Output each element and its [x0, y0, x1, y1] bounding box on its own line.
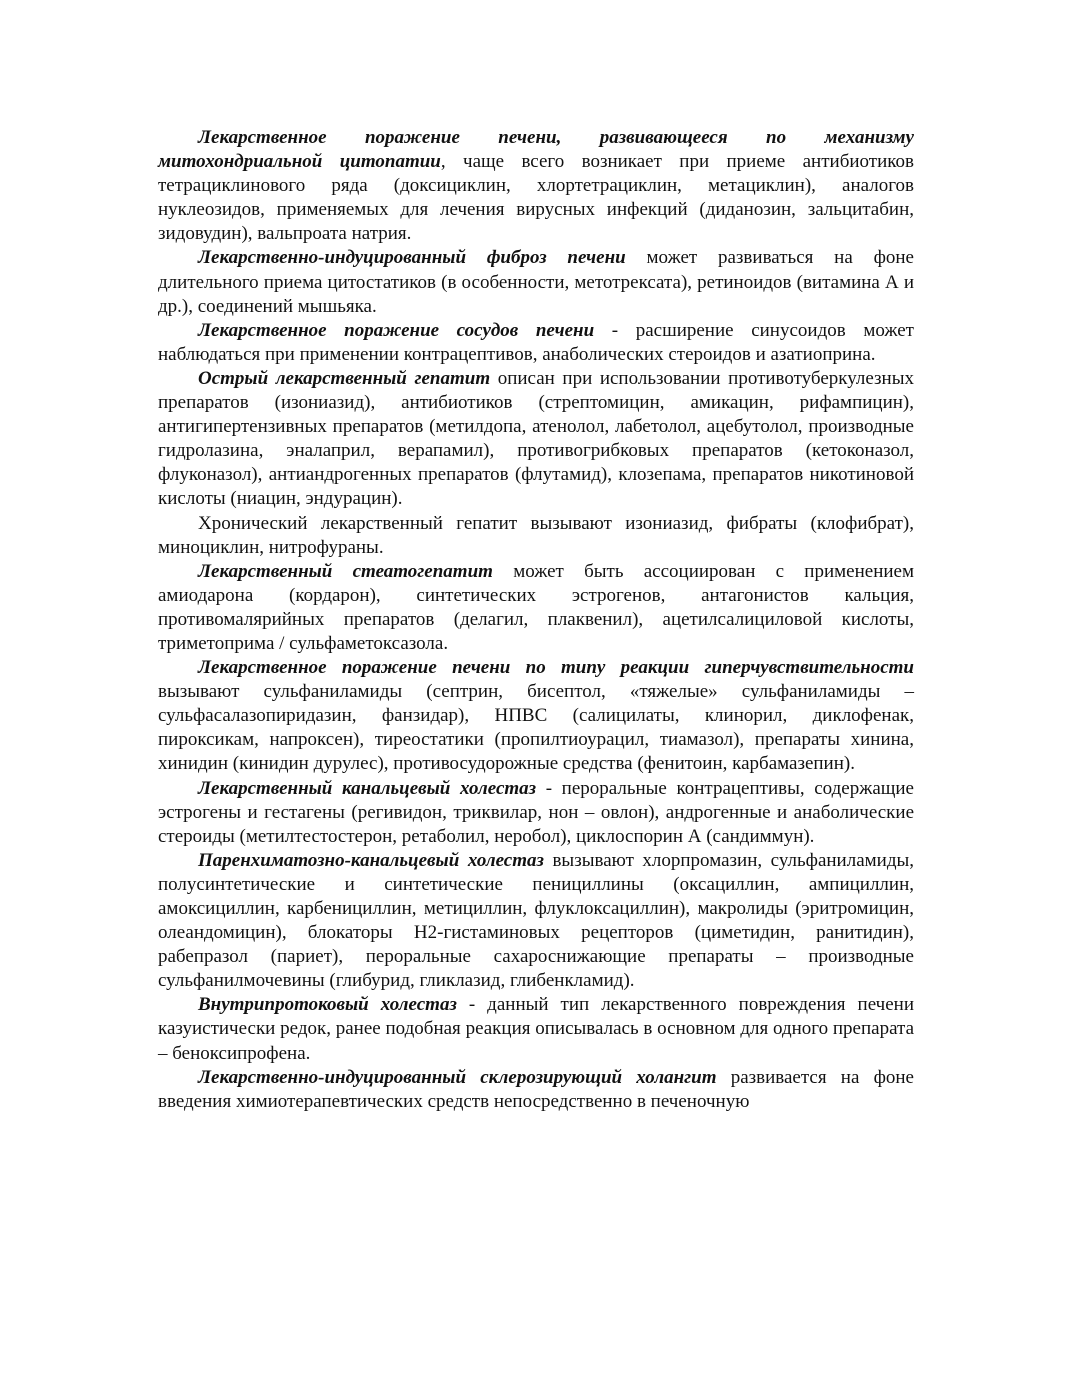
- paragraph-term: Паренхиматозно-канальцевый холестаз: [198, 849, 544, 871]
- paragraph-sclerosing-cholangitis: [158, 1066, 914, 1114]
- paragraph-term: Лекарственное поражение печени по типу реакции гиперчувствительности: [198, 657, 914, 679]
- paragraph-term: Лекарственный стеатогепатит: [198, 560, 493, 582]
- paragraph-text: вызывают сульфаниламиды (септрин, бисептол, «тяжелые» сульфаниламиды – сульфасалазопиридазин, фанзидар), НПВС (салицилаты, клинорил, диклофенак, пироксикам, напроксен), тиреостатики (пропилтиоурацил, тиамазол), препараты хинина, хинидин (кинидин дурулес), противосудорожные средства (фенитоин, карбамазепин).: [158, 681, 914, 775]
- paragraph-liver-fibrosis: [158, 246, 914, 318]
- paragraph-term: Лекарственный канальцевый холестаз: [198, 777, 537, 799]
- paragraph-text: - данный тип лекарственного повреждения печени казуистически редок, ранее подобная реакция описывалась в основном для одного препарата – беноксипрофена.: [158, 994, 914, 1064]
- paragraph-text: описан при использовании противотуберкулезных препаратов (изониазид), антибиотиков (стрептомицин, амикацин, рифампицин), антигипертензивных препаратов (метилдопа, атенолол, лабетолол, ацебутолол, производные гидролазина, эналаприл, верапамил), противогрибковых препаратов (кетоконазол, флуконазол), антиандрогенных препаратов (флутамид), клозепама, препаратов никотиновой кислоты (ниацин, эндурацин).: [158, 367, 914, 510]
- paragraph-text: вызывают хлорпромазин, сульфаниламиды, полусинтетические и синтетические пенициллины (оксациллин, ампициллин, амоксициллин, карбенициллин, метициллин, флуклоксациллин), макролиды (эритромицин, олеандомицин), блокаторы Н2-гистаминовых рецепторов (циметидин, ранитидин), рабепразол (париет), пероральные сахароснижающие препараты – производные сульфанилмочевины (глибурид, гликлазид, глибенкламид).: [158, 849, 914, 992]
- paragraph-text: - пероральные контрацептивы, содержащие эстрогены и гестагены (регивидон, триквилар, нон – овлон), андрогенные и анаболические стероиды (метилтестостерон, ретаболил, неробол), циклоспорин А (сандиммун).: [158, 777, 914, 847]
- paragraph-text: Хронический лекарственный гепатит вызывают изониазид, фибраты (клофибрат), миноциклин, нитрофураны.: [158, 512, 914, 558]
- paragraph-intraductal-cholestasis: [158, 993, 914, 1065]
- paragraph-vascular-damage: [158, 319, 914, 367]
- paragraph-hypersensitivity: [158, 656, 914, 776]
- paragraph-text: может быть ассоциирован с применением амиодарона (кордарон), синтетических эстрогенов, антагонистов кальция, противомалярийных препаратов (делагил, плаквенил), ацетилсалициловой кислоты, триметоприма / сульфаметоксазола.: [158, 560, 914, 654]
- paragraph-mitochondrial-cytopathy: [158, 126, 914, 246]
- paragraph-term: Лекарственное поражение печени, развивающееся по механизму митохондриальной цитопатии: [158, 127, 914, 173]
- paragraph-text: может развиваться на фоне длительного приема цитостатиков (в особенности, метотрексата), ретиноидов (витамина А и др.), соединений мышьяка.: [158, 247, 914, 317]
- document-page: [158, 126, 914, 1114]
- paragraph-parenchymal-cholestasis: [158, 849, 914, 994]
- paragraph-term: Внутрипротоковый холестаз: [198, 994, 457, 1016]
- paragraph-acute-hepatitis: [158, 367, 914, 512]
- paragraph-canalicular-cholestasis: [158, 777, 914, 849]
- paragraph-text: , чаще всего возникает при приеме антибиотиков тетрациклинового ряда (доксициклин, хлортетрациклин, метациклин), аналогов нуклеозидов, применяемых для лечения вирусных инфекций (диданозин, зальцитабин, зидовудин), вальпроата натрия.: [158, 151, 914, 245]
- paragraph-term: Лекарственно-индуцированный склерозирующий холангит: [198, 1066, 717, 1088]
- paragraph-steatohepatitis: [158, 560, 914, 656]
- paragraph-term: Острый лекарственный гепатит: [198, 367, 491, 389]
- paragraph-term: Лекарственное поражение сосудов печени: [198, 319, 595, 341]
- paragraph-chronic-hepatitis: [158, 512, 914, 560]
- paragraph-text: - расширение синусоидов может наблюдаться при применении контрацептивов, анаболических стероидов и азатиоприна.: [158, 319, 914, 365]
- paragraph-term: Лекарственно-индуцированный фиброз печени: [198, 247, 626, 269]
- paragraph-text: развивается на фоне введения химиотерапевтических средств непосредственно в печеночную: [158, 1066, 914, 1112]
